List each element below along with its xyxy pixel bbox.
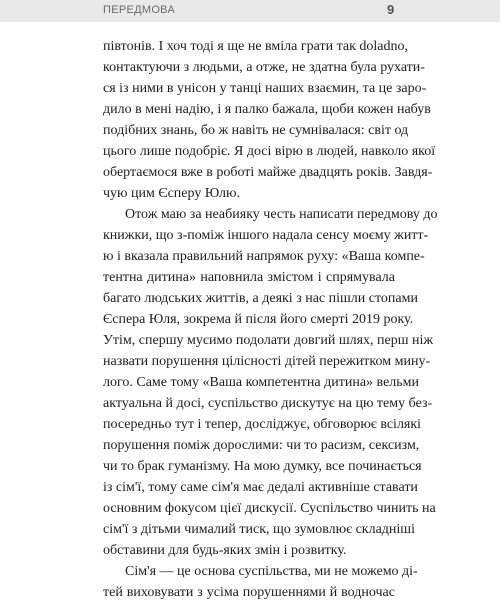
text-line: порушення поміж дорослими: чи то расизм, сексизм, [103,438,420,453]
text-line: півтонів. І хоч тоді я ще не вміла грати так doladno, [103,39,408,54]
text-line: актуальна й досі, суспільство дискутує на цю тему без- [103,396,433,411]
text-line: подібних знань, бо ж навіть не сумнівалася: світ од [103,123,409,138]
text-line: Сім'я — це основа суспільства, ми не можемо ді- [125,564,418,579]
running-head-bar [0,0,500,22]
text-line: посередньо тут і тепер, досліджує, обговорює всілякі [103,417,422,432]
text-line: контактуючи з людьми, а отже, не здатна була рухати- [103,60,425,75]
body-text [103,36,438,603]
text-line: лого. Саме тому «Ваша компетентна дитина» вельми [103,375,420,390]
text-line: із сім'ї, тому саме сім'я має дедалі активніше ставати [103,480,418,495]
text-line: чую цим Єсперу Юлю. [103,186,240,201]
text-line: сім'ї з дітьми чималий тиск, що зумовлює складніші [103,522,415,537]
text-line: ся із ними в унісон у танці наших взаємин, та це заро- [103,81,427,96]
text-line: багато людських життів, а деякі з нас пішли стопами [103,291,418,306]
running-head: ПЕРЕДМОВА [103,4,176,16]
text-line: обертаємося вже в роботі майже двадцять років. Завдя- [103,165,433,180]
text-line: тей виховувати з усіма порушеннями й водночас [103,585,395,600]
text-line: цього лише подобріє. Я досі вірю в людей, навколо якої [103,144,436,159]
text-line: обставини для будь-яких змін і розвитку. [103,543,347,558]
text-line: чи то брак гуманізму. На мою думку, все починається [103,459,422,474]
text-line: ю і вказала правильний напрямок руху: «Ваша компе- [103,249,425,264]
text-line: основним фокусом цієї дискусії. Суспільство чинить на [103,501,436,516]
text-line: Утім, спершу мусимо подолати довгий шлях, перш ніж [103,333,434,348]
page-number: 9 [387,2,395,17]
text-line: дило в мені надію, і я палко бажала, щоби кожен набув [103,102,431,117]
text-line: книжки, що з-поміж іншого надала сенсу моєму житт- [103,228,429,243]
text-line: тентна дитина» наповнила змістом і спрямувала [103,270,395,285]
text-line: Отож маю за неабияку честь написати передмову до [125,207,438,222]
text-line: Єспера Юля, зокрема й після його смерті 2019 року. [103,312,414,327]
text-line: назвати порушення цілісності дітей пережитком мину- [103,354,431,369]
